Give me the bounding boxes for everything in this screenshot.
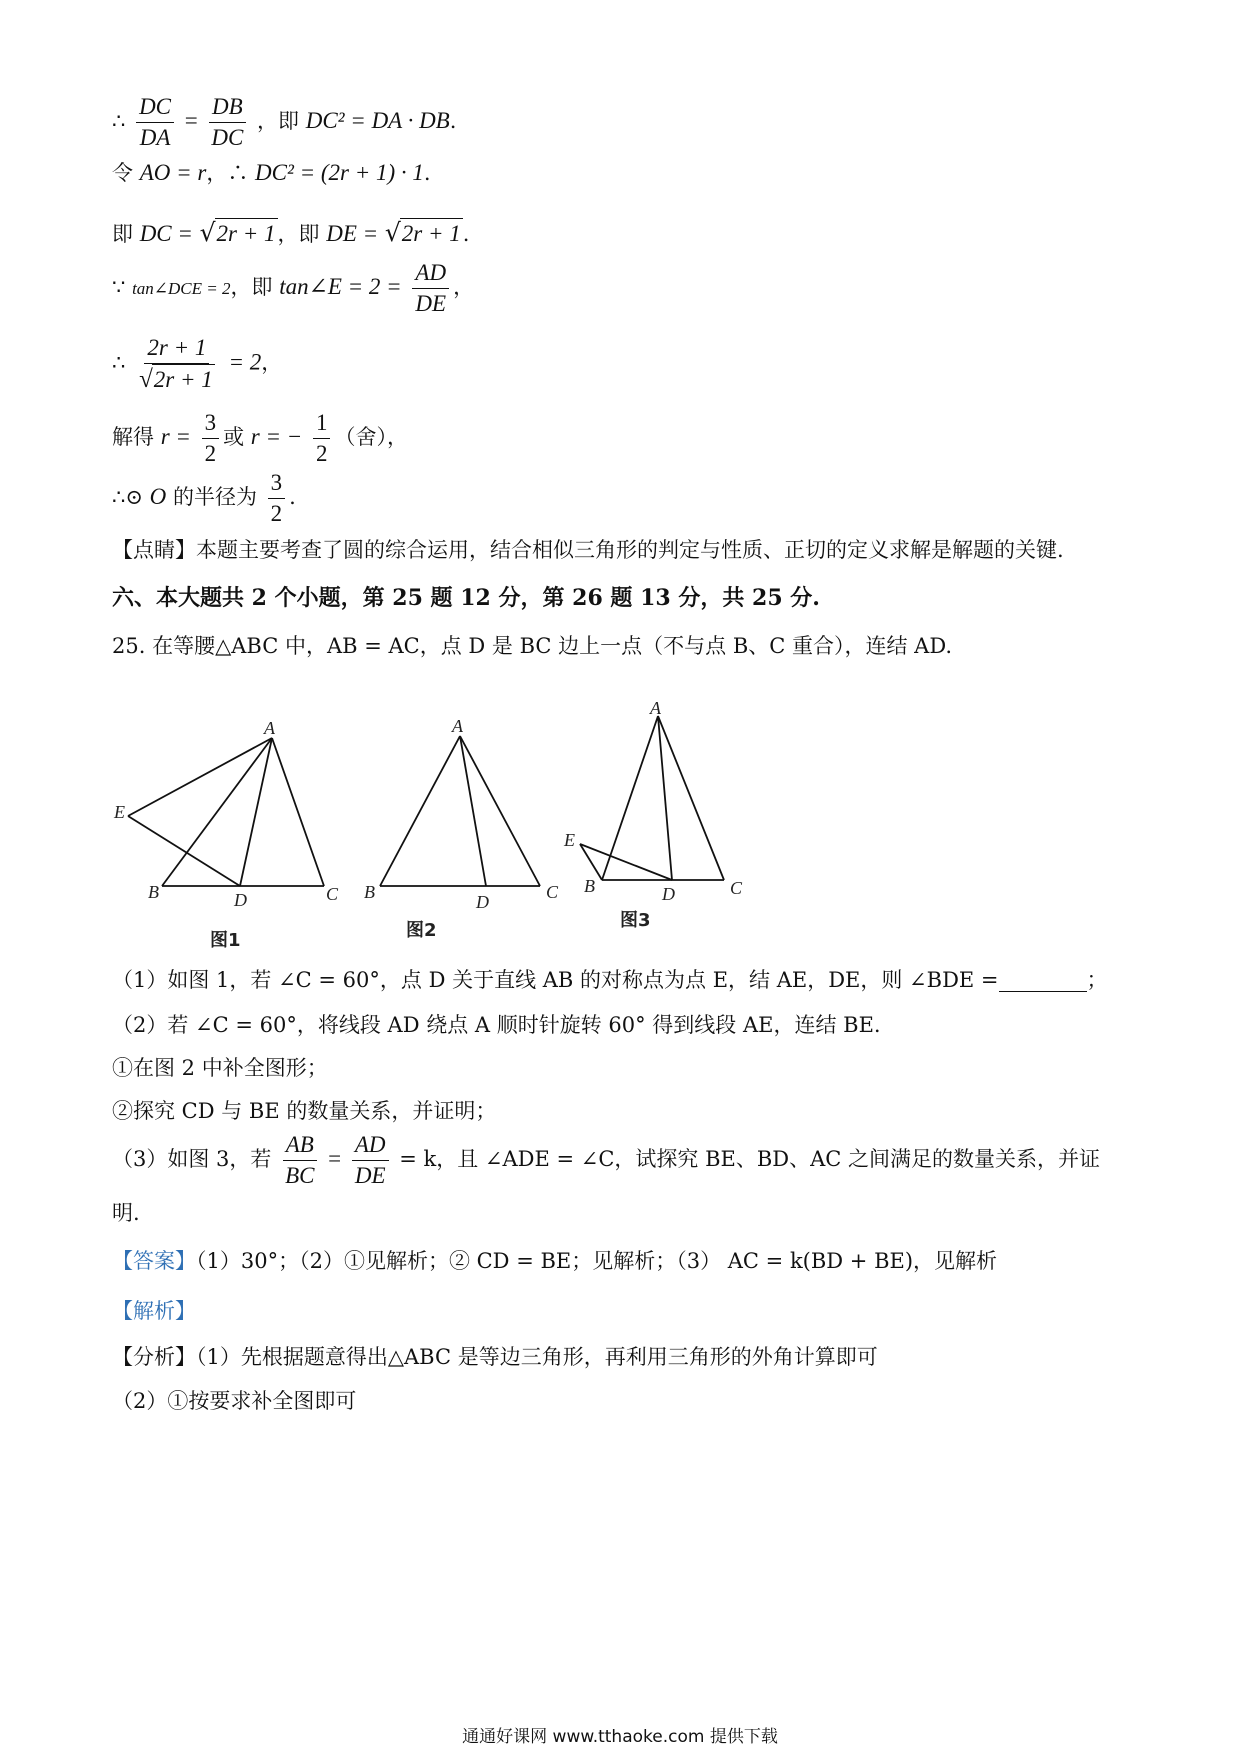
question-25-part-2a: ①在图 2 中补全图形； bbox=[112, 1056, 328, 1080]
fig1-label-A: A bbox=[264, 718, 275, 738]
segment-AE bbox=[128, 738, 272, 816]
fig1-label-B: B bbox=[148, 882, 159, 902]
solution-line-3: 即 DC = √2r + 1，即 DE = √2r + 1. bbox=[112, 218, 470, 247]
fig2-label-B: B bbox=[364, 882, 375, 902]
answer-line: 【答案】（1）30°；（2）①见解析；② CD = BE；见解析；（3） AC = k(BD + BE)，见解析 bbox=[112, 1249, 998, 1273]
segment-AD bbox=[658, 716, 672, 880]
fig2-caption: 图2 bbox=[406, 920, 437, 941]
figure-3 bbox=[580, 716, 724, 880]
fig1-label-E: E bbox=[114, 802, 125, 822]
question-25-part-2: （2）若 ∠C = 60°，将线段 AD 绕点 A 顺时针旋转 60° 得到线段 AE，连结 BE. bbox=[112, 1013, 881, 1037]
fig2-label-D: D bbox=[476, 892, 489, 912]
figure-1 bbox=[128, 738, 324, 886]
segment-AC bbox=[658, 716, 724, 880]
page-footer: 通通好课网 www.tthaoke.com 提供下载 bbox=[462, 1727, 778, 1747]
fig3-caption: 图3 bbox=[620, 910, 651, 931]
fig1-label-D: D bbox=[234, 890, 247, 910]
segment-AB bbox=[380, 736, 460, 886]
segment-AC bbox=[460, 736, 540, 886]
figure-2 bbox=[380, 736, 540, 886]
fig3-label-D: D bbox=[662, 884, 675, 904]
fenxi-line: 【分析】（1）先根据题意得出△ABC 是等边三角形，再利用三角形的外角计算即可 bbox=[112, 1345, 878, 1369]
question-25-part-3-cont: 明. bbox=[112, 1201, 140, 1225]
solution-line-1: ∴ $\frac{DC}{DA}$ = $\frac{DB}{DC}$ ，即 DC² = DA · DB. bbox=[112, 94, 457, 150]
question-25-part-2b: ②探究 CD 与 BE 的数量关系，并证明； bbox=[112, 1099, 497, 1123]
fig2-label-A: A bbox=[452, 716, 463, 736]
fig1-label-C: C bbox=[326, 884, 339, 904]
dianjing-note: 【点睛】本题主要考查了圆的综合运用，结合相似三角形的判定与性质、正切的定义求解是解题的关键. bbox=[112, 538, 1064, 562]
segment-DE bbox=[128, 816, 240, 886]
segment-AC bbox=[272, 738, 324, 886]
segment-DE bbox=[580, 844, 672, 880]
solution-line-2: 令 AO = r，∴ DC² = (2r + 1) · 1. bbox=[112, 160, 431, 185]
fig3-label-E: E bbox=[564, 830, 575, 850]
answer-tag: 【答案】 bbox=[112, 1249, 196, 1273]
fig1-caption: 图1 bbox=[210, 930, 241, 951]
fig3-label-A: A bbox=[650, 698, 661, 718]
geometry-figures bbox=[110, 690, 870, 970]
therefore-symbol: ∴ bbox=[112, 109, 126, 133]
section-title: 六、本大题共 2 个小题，第 25 题 12 分，第 26 题 13 分，共 25 分. bbox=[112, 585, 820, 611]
solution-line-4: ∵ tan∠DCE = 2，即 tan∠E = 2 = $\frac{AD}{DE}$ ， bbox=[112, 260, 475, 316]
solution-line-7: ∴⊙ O 的半径为 $\frac{3}{2}$ . bbox=[112, 470, 296, 526]
question-25-stem: 25. 在等腰△ABC 中，AB = AC，点 D 是 BC 边上一点（不与点 B、C 重合），连结 AD. bbox=[112, 634, 953, 658]
fig2-label-C: C bbox=[546, 882, 559, 902]
question-25-part-1: （1）如图 1，若 ∠C = 60°，点 D 关于直线 AB 的对称点为点 E，结 AE，DE，则 ∠BDE = ； bbox=[112, 968, 1108, 992]
fenxi-line-2: （2）①按要求补全图即可 bbox=[112, 1389, 357, 1413]
answer-blank bbox=[999, 971, 1087, 992]
solution-line-5: ∴ $\frac{2r + 1}{√2r + 1}$ = 2， bbox=[112, 335, 283, 393]
fig3-label-C: C bbox=[730, 878, 743, 898]
fig3-label-B: B bbox=[584, 876, 595, 896]
equation: DC² = DA · DB bbox=[305, 108, 450, 133]
analysis-tag: 【解析】 bbox=[112, 1299, 196, 1323]
question-25-part-3: （3）如图 3，若 $\frac{AB}{BC}$ = $\frac{AD}{DE}$ = k，且 ∠ADE = ∠C，试探究 BE、BD、AC 之间满足的数量关系，并证 bbox=[112, 1132, 1101, 1188]
segment-BE bbox=[580, 844, 602, 880]
solution-line-6: 解得 r = $\frac{3}{2}$ 或 r = − $\frac{1}{2}$ （舍）， bbox=[112, 410, 408, 466]
